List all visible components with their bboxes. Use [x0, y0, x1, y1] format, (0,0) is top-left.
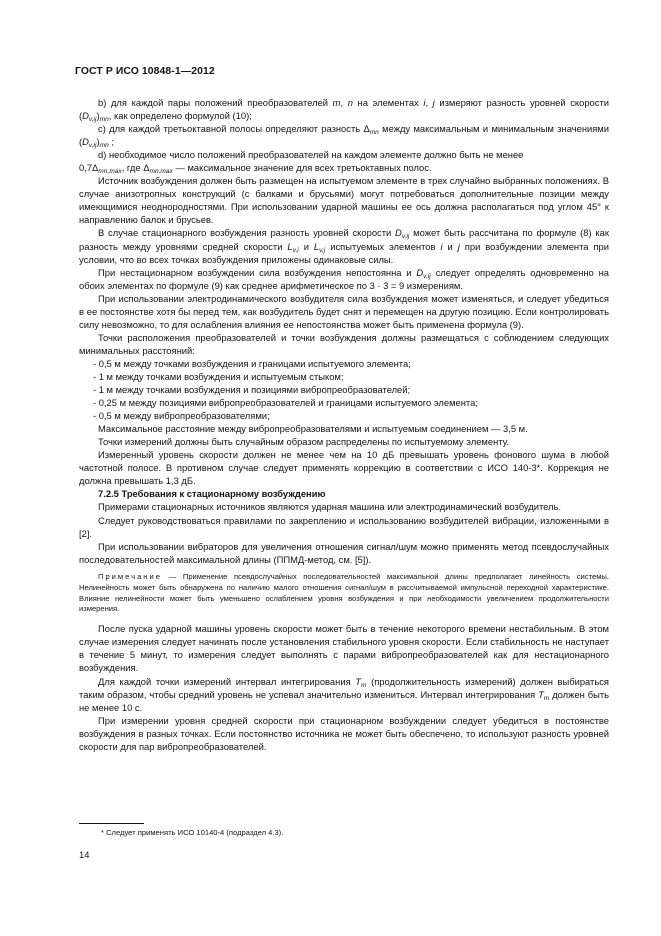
list-item: - 0,5 м между вибропреобразователями;: [93, 410, 270, 422]
item-d-formula: $0,7\Delta_{mn,max}$, где $\Delta_{mn,max}$ — максимальное значение для всех третьоктавных полос.: [79, 162, 432, 176]
paragraph-measured-level: Измеренный уровень скорости должен не менее чем на 10 дБ превышать уровень фонового шума в любой частотной полосе. В противном случае следует применять коррекцию в соответствии с ИСО 140-3*. Коррекция не должна превышать 1,3 дБ.: [79, 449, 609, 487]
paragraph-vibrators: При использовании вибраторов для увеличения отношения сигнал/шум можно применять метод псевдослучайных последовательностей максимальной длины (ППМД-метод, см. [5]).: [79, 540, 609, 565]
list-item: - 0,5 м между точками возбуждения и границами испытуемого элемента;: [93, 357, 411, 369]
page-body: [79, 96, 609, 753]
item-b: b) для каждой пары положений преобразователей m, n на элементах i, j измеряют разность уровней скорости $(D_{v,ij})_{mn}$, как определено формулой (10);: [79, 97, 609, 124]
footnote: * Следует применять ИСО 10140-4 (подраздел 4.3).: [101, 828, 284, 837]
paragraph-integration-interval: Для каждой точки измерений интервал интегрирования $T_m$ (продолжительность измерений) должен выбираться таким образом, чтобы средний уровень не успевал значительно измениться. Интервал интегрирования $T_m$ должен быть не менее 10 с.: [79, 675, 610, 713]
note-label: Примечание: [98, 571, 162, 581]
item-c: c) для каждой третьоктавной полосы определяют разность $\Delta_{mn}$ между максимальным и минимальным значениями $(D_{v,ij})_{mn}$ ;: [79, 123, 609, 150]
list-item: - 0,25 м между позициями вибропреобразователей и границами испытуемого элемента;: [93, 397, 478, 409]
paragraph-final: При измерении уровня средней скорости при стационарном возбуждении следует убедиться в постоянстве возбуждения в разных точках. Если постоянство источника не может быть обеспечено, то используют разность уровней скорости для пар вибропреобразователей.: [79, 714, 609, 752]
paragraph-electrodynamic: При использовании электродинамического возбудителя сила возбуждения может изменяться, и следует убедиться в ее постоянстве хотя бы перед тем, как возбудитель будет снят и перемещен на другую позицию. Если контролировать силу невозможно, то для ослабления влияния ее непостоянства может быть применена формула (9).: [79, 292, 609, 330]
footnote-divider: [79, 823, 144, 824]
paragraph-source-placement: Источник возбуждения должен быть размещен на испытуемом элементе в трех случайно выбранных положениях. В случае анизотропных конструкций (с балками и брусьями) могут потребоваться дополнительные позиции между имеющимися неоднородностями. При использовании ударной машины ее ось должна располагаться под углом 45° к направлению балок и брусьев.: [79, 175, 609, 226]
paragraph-guidance: Следует руководствоваться правилами по закреплению и использованию возбудителей вибрации, изложенными в [2].: [79, 514, 609, 539]
paragraph-after-start: После пуска ударной машины уровень скорости может быть в течение некоторого времени нестабильным. В этом случае измерения следует начинать после установления стабильного уровня скорости. Если стабильность не наступает в течение 5 минут, то измерения следует выполнять с парами вибропреобразователей как для нестационарного возбуждения.: [79, 623, 609, 674]
paragraph-examples: Примерами стационарных источников являются ударная машина или электродинамический возбудитель.: [98, 501, 561, 513]
list-item: - 1 м между точками возбуждения и испытуемым стыком;: [93, 370, 344, 382]
page-number: 14: [79, 849, 90, 860]
item-d: d) необходимое число положений преобразователей на каждом элементе должно быть не менее: [98, 149, 524, 161]
paragraph-stationary: В случае стационарного возбуждения разность уровней скорости $D_{v,ij}$ может быть рассчитана по формуле (8) как разность между уровнями средней скорости $L_{v,i}$ и $L_{v,j}$ испытуемых элементов i и j при возбуждении элемента при условии, что во всех точках возбуждения приложены одинаковые силы.: [79, 227, 609, 265]
note: Примечание — Применение псевдослучайных последовательностей максимальной длины предполагает линейность системы. Нелинейность может быть обнаружена по наличию малого отношения сигнал/шум в рассчитываемой импульсной переходной характеристике. Влияние нелинейности может быть уменьшено ослаблением уровня возбуждения и при необходимости увеличением продолжительности измерения.: [79, 571, 609, 614]
paragraph-max-distance: Максимальное расстояние между вибропреобразователями и испытуемым соединением — 3,5 м.: [98, 423, 528, 435]
paragraph-distances-intro: Точки расположения преобразователей и точки возбуждения должны размещаться с соблюдением следующих минимальных расстояний:: [79, 331, 609, 356]
paragraph-nonstationary: При нестационарном возбуждении сила возбуждения непостоянна и $D_{v,ij}$ следует определять одновременно на обоих элементах по формуле (9) как среднее арифметическое по 3 · 3 = 9 измерениям.: [79, 266, 610, 291]
section-heading-7-2-5: 7.2.5 Требования к стационарному возбуждению: [98, 488, 326, 500]
document-header: ГОСТ Р ИСО 10848-1—2012: [75, 66, 215, 77]
paragraph-random-points: Точки измерений должны быть случайным образом распределены по испытуемому элементу.: [98, 436, 510, 448]
list-item: - 1 м между точками возбуждения и позициями вибропреобразователей;: [93, 384, 411, 396]
